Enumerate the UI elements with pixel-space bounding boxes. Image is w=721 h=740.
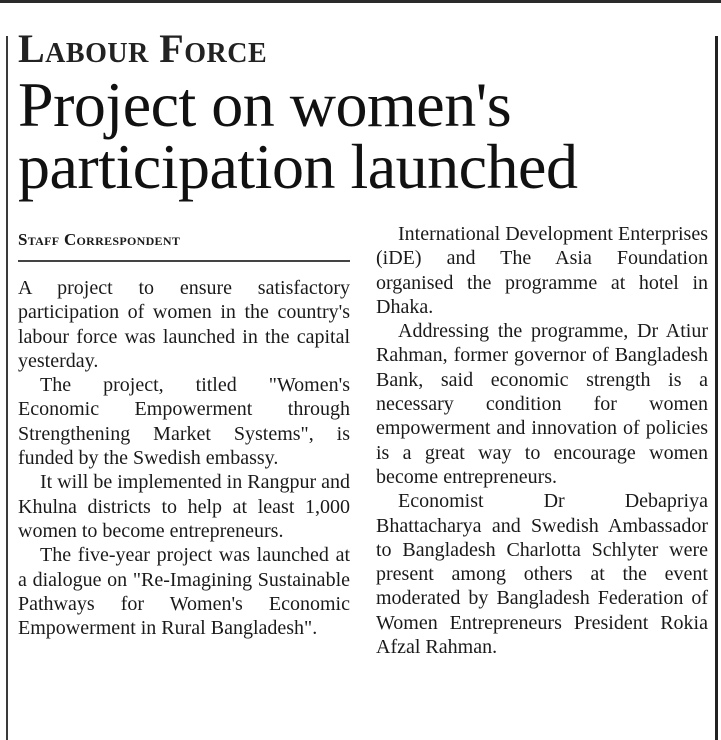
- top-border-rule: [0, 0, 721, 3]
- paragraph: Economist Dr Debapriya Bhattacharya and Swedish Ambassador to Bangladesh Charlotta Schlyter were present among others at the event moderated by Bangladesh Federation of Women Entrepreneurs President Rokia Afzal Rahman.: [376, 490, 708, 659]
- left-column-body: [18, 276, 350, 640]
- headline: Project on women's participation launched: [18, 69, 578, 202]
- right-column-body: [376, 222, 708, 659]
- paragraph: Addressing the programme, Dr Atiur Rahman, former governor of Bangladesh Bank, said economic strength is a necessary condition for women empowerment and innovation of policies is a great way to encourage women become entrepreneurs.: [376, 320, 708, 488]
- left-column: [18, 230, 350, 640]
- paragraph: A project to ensure satisfactory participation of women in the country's labour force was launched in the capital yesterday.: [18, 277, 350, 372]
- paragraph: The project, titled "Women's Economic Empowerment through Strengthening Market Systems", is funded by the Swedish embassy.: [18, 374, 350, 470]
- right-column: [376, 222, 708, 659]
- paragraph: International Development Enterprises (iDE) and The Asia Foundation organised the programme at hotel in Dhaka.: [376, 223, 708, 318]
- left-border-rule: [6, 36, 8, 740]
- paragraph: It will be implemented in Rangpur and Khulna districts to help at least 1,000 women to become entrepreneurs.: [18, 471, 350, 542]
- byline: Staff Correspondent: [18, 230, 350, 262]
- section-kicker: Labour Force: [18, 26, 268, 71]
- paragraph: The five-year project was launched at a dialogue on "Re-Imagining Sustainable Pathways for Women's Economic Empowerment in Rural Bangladesh".: [18, 544, 350, 640]
- right-border-rule: [715, 36, 718, 740]
- news-clipping: [18, 28, 714, 740]
